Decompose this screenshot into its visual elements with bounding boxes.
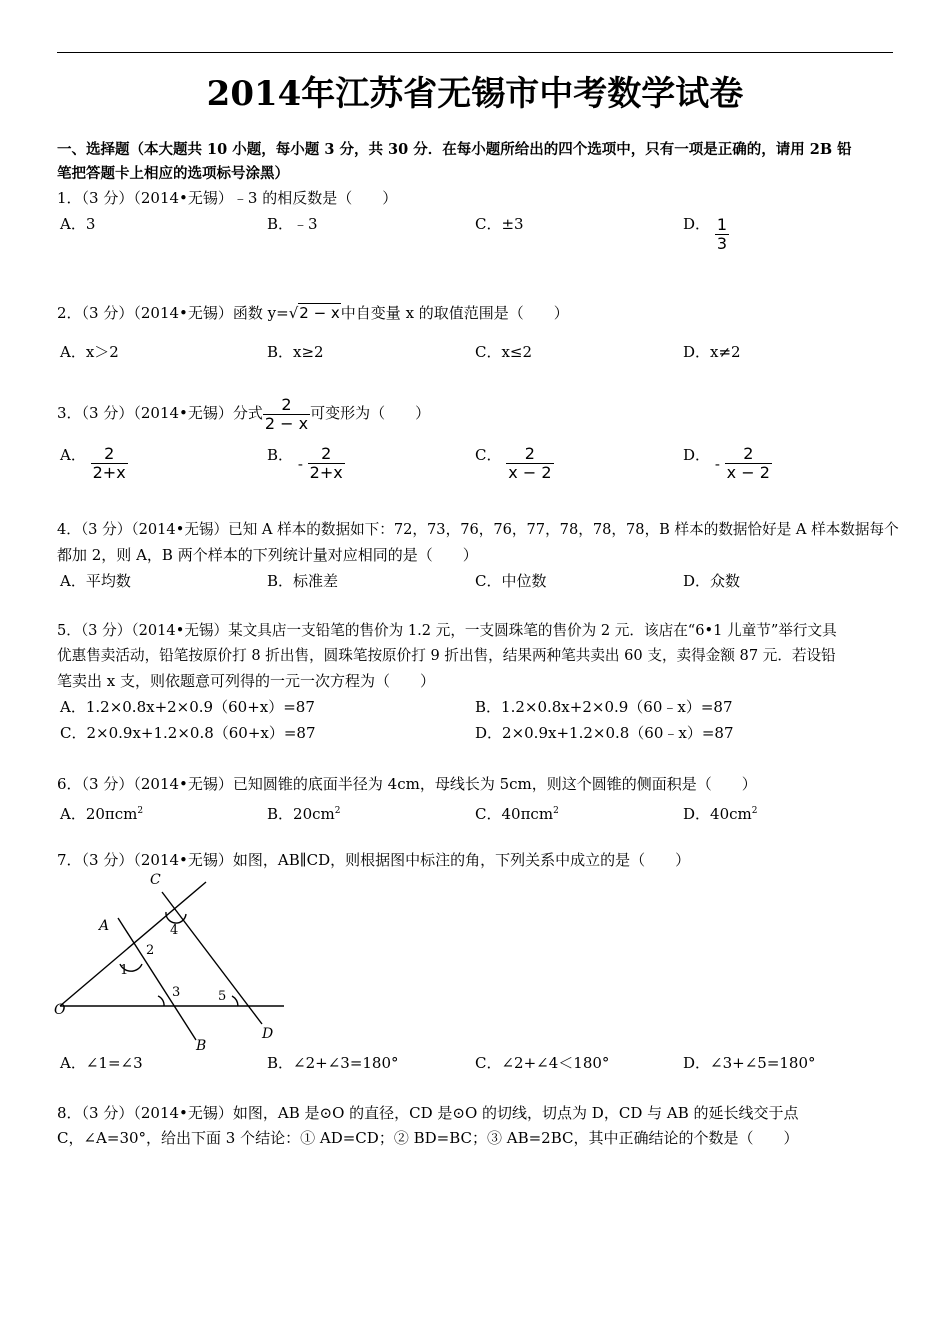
q5-option-a: A．1.2×0.8x+2×0.9（60+x）=87 [60,698,315,716]
q7-option-c: C．∠2+∠4＜180° [475,1054,610,1072]
q5-option-c: C．2×0.9x+1.2×0.8（60+x）=87 [60,724,316,742]
option-text: D．40cm [683,805,752,823]
q1-option-d [683,214,729,253]
q3-option-a [60,445,128,482]
q7-option-a: A．∠1=∠3 [60,1054,143,1072]
q2-option-b: B．x≥2 [267,343,324,361]
line-cd [162,892,262,1024]
q1-option-d-label: D． [683,215,711,233]
q3-stem [57,394,430,433]
angle-arc-3 [158,996,164,1006]
fig-label-b: B [196,1038,207,1052]
fig-label-a: A [99,918,110,934]
q6-stem: 6．（3 分）（2014•无锡）已知圆锥的底面半径为 4cm，母线长为 5cm，则这个圆锥的侧面积是（ ） [57,775,757,793]
option-label: A． [60,446,86,464]
radical-sign: √ [288,304,299,322]
q2-stem-pre: 2．（3 分）（2014•无锡）函数 y= [57,304,289,322]
q4-stem-2: 都加 2，则 A，B 两个样本的下列统计量对应相同的是（ ） [57,546,478,564]
superscript: 2 [553,806,559,816]
q3-option-b-fraction [308,445,345,482]
option-text: A．20πcm [60,805,138,823]
q3-stem-pre: 3．（3 分）（2014•无锡）分式 [57,404,263,422]
q7-geometry-figure [54,872,290,1052]
q3-stem-fraction [263,396,310,433]
q3-option-d-fraction [725,445,772,482]
q2-option-a: A．x＞2 [60,343,119,361]
page-title: 2014年江苏省无锡市中考数学试卷 [206,74,744,114]
fig-angle-2: 2 [146,943,155,958]
q2-stem-post: 中自变量 x 的取值范围是（ ） [340,304,569,322]
q5-option-b: B．1.2×0.8x+2×0.9（60﹣x）=87 [475,698,733,716]
q8-stem-2: C，∠A=30°，给出下面 3 个结论：① AD=CD；② BD=BC；③ AB=2BC，其中正确结论的个数是（ ） [57,1129,799,1147]
minus-sign: - [297,455,303,473]
fraction-denominator: x − 2 [726,463,770,482]
fig-angle-5: 5 [218,989,227,1004]
fig-label-o: O [54,1002,66,1018]
fig-label-d: D [262,1026,274,1042]
option-label: D． [683,446,711,464]
fraction-denominator: 3 [716,234,727,253]
q5-stem-1: 5．（3 分）（2014•无锡）某文具店一支铅笔的售价为 1.2 元，一支圆珠笔的售价为 2 元．该店在“6•1 儿童节”举行文具 [57,622,837,639]
q3-option-c [475,445,554,482]
q6-option-d [683,801,757,824]
radicand: 2 − x [299,304,340,322]
q2-option-c: C．x≤2 [475,343,533,361]
q4-option-a: A．平均数 [60,572,131,590]
q3-option-c-fraction [506,445,553,482]
fraction-numerator: 2 [104,444,115,463]
fig-label-c: C [150,872,161,888]
fig-angle-1: 1 [120,963,129,978]
q3-option-b [267,445,345,482]
q2-stem [57,303,569,323]
line-oc [60,882,206,1006]
q1-option-d-fraction [715,216,729,253]
q4-option-b: B．标准差 [267,572,339,590]
q6-option-c [475,801,559,824]
option-text: B．20cm [267,805,335,823]
superscript: 2 [137,806,144,816]
fraction-denominator: 2 − x [264,413,309,433]
superscript: 2 [751,806,758,816]
q1-option-c: C．±3 [475,215,524,233]
q5-stem-2: 优惠售卖活动，铅笔按原价打 8 折出售，圆珠笔按原价打 9 折出售，结果两种笔共卖出 60 支，卖得金额 87 元．若设铅 [57,647,836,664]
q1-option-a: A．3 [60,215,96,233]
section-instructions-1: 一、选择题（本大题共 10 小题，每小题 3 分，共 30 分．在每小题所给出的四个选项中，只有一项是正确的，请用 2B 铅 [57,141,852,158]
q1-stem: 1．（3 分）（2014•无锡）﹣3 的相反数是（ ） [57,189,398,207]
q3-stem-post: 可变形为（ ） [310,404,431,422]
fraction-numerator: 2 [281,394,292,414]
q5-option-d: D．2×0.9x+1.2×0.8（60﹣x）=87 [475,724,734,742]
q8-stem-1: 8．（3 分）（2014•无锡）如图，AB 是⊙O 的直径，CD 是⊙O 的切线，切点为 D，CD 与 AB 的延长线交于点 [57,1104,799,1122]
q4-stem-1: 4．（3 分）（2014•无锡）已知 A 样本的数据如下：72，73，76，76，77，78，78，78，B 样本的数据恰好是 A 样本数据每个 [57,521,899,538]
q7-option-b: B．∠2+∠3=180° [267,1054,399,1072]
q5-stem-3: 笔卖出 x 支，则依题意可列得的一元一次方程为（ ） [57,672,435,690]
q6-option-b [267,801,340,824]
q4-option-c: C．中位数 [475,572,547,590]
option-text: C．40πcm [475,805,554,823]
fig-angle-3: 3 [172,985,181,1000]
q6-option-a [60,801,143,824]
fraction-numerator: 2 [321,444,332,463]
q1-option-b: B．﹣3 [267,215,318,233]
option-label: C． [475,446,502,464]
superscript: 2 [334,806,341,816]
fraction-numerator: 2 [524,444,535,463]
fraction-denominator: 2+x [92,463,126,482]
q4-option-d: D．众数 [683,572,741,590]
angle-arc-5 [232,996,238,1006]
q2-option-d: D．x≠2 [683,343,741,361]
fraction-denominator: 2+x [309,463,343,482]
q2-radical [289,303,341,323]
top-rule [57,52,893,53]
q3-option-d [683,445,772,482]
q3-option-a-fraction [91,445,128,482]
minus-sign: - [714,455,720,473]
q7-option-d: D．∠3+∠5=180° [683,1054,816,1072]
line-ab [118,918,196,1040]
q7-stem: 7．（3 分）（2014•无锡）如图，AB∥CD，则根据图中标注的角，下列关系中成立的是（ ） [57,851,691,869]
fraction-numerator: 2 [743,444,754,463]
fraction-denominator: x − 2 [508,463,552,482]
fig-angle-4: 4 [170,923,179,938]
option-label: B． [267,446,294,464]
section-instructions-2: 笔把答题卡上相应的选项标号涂黑） [57,165,289,182]
fraction-numerator: 1 [716,215,727,234]
